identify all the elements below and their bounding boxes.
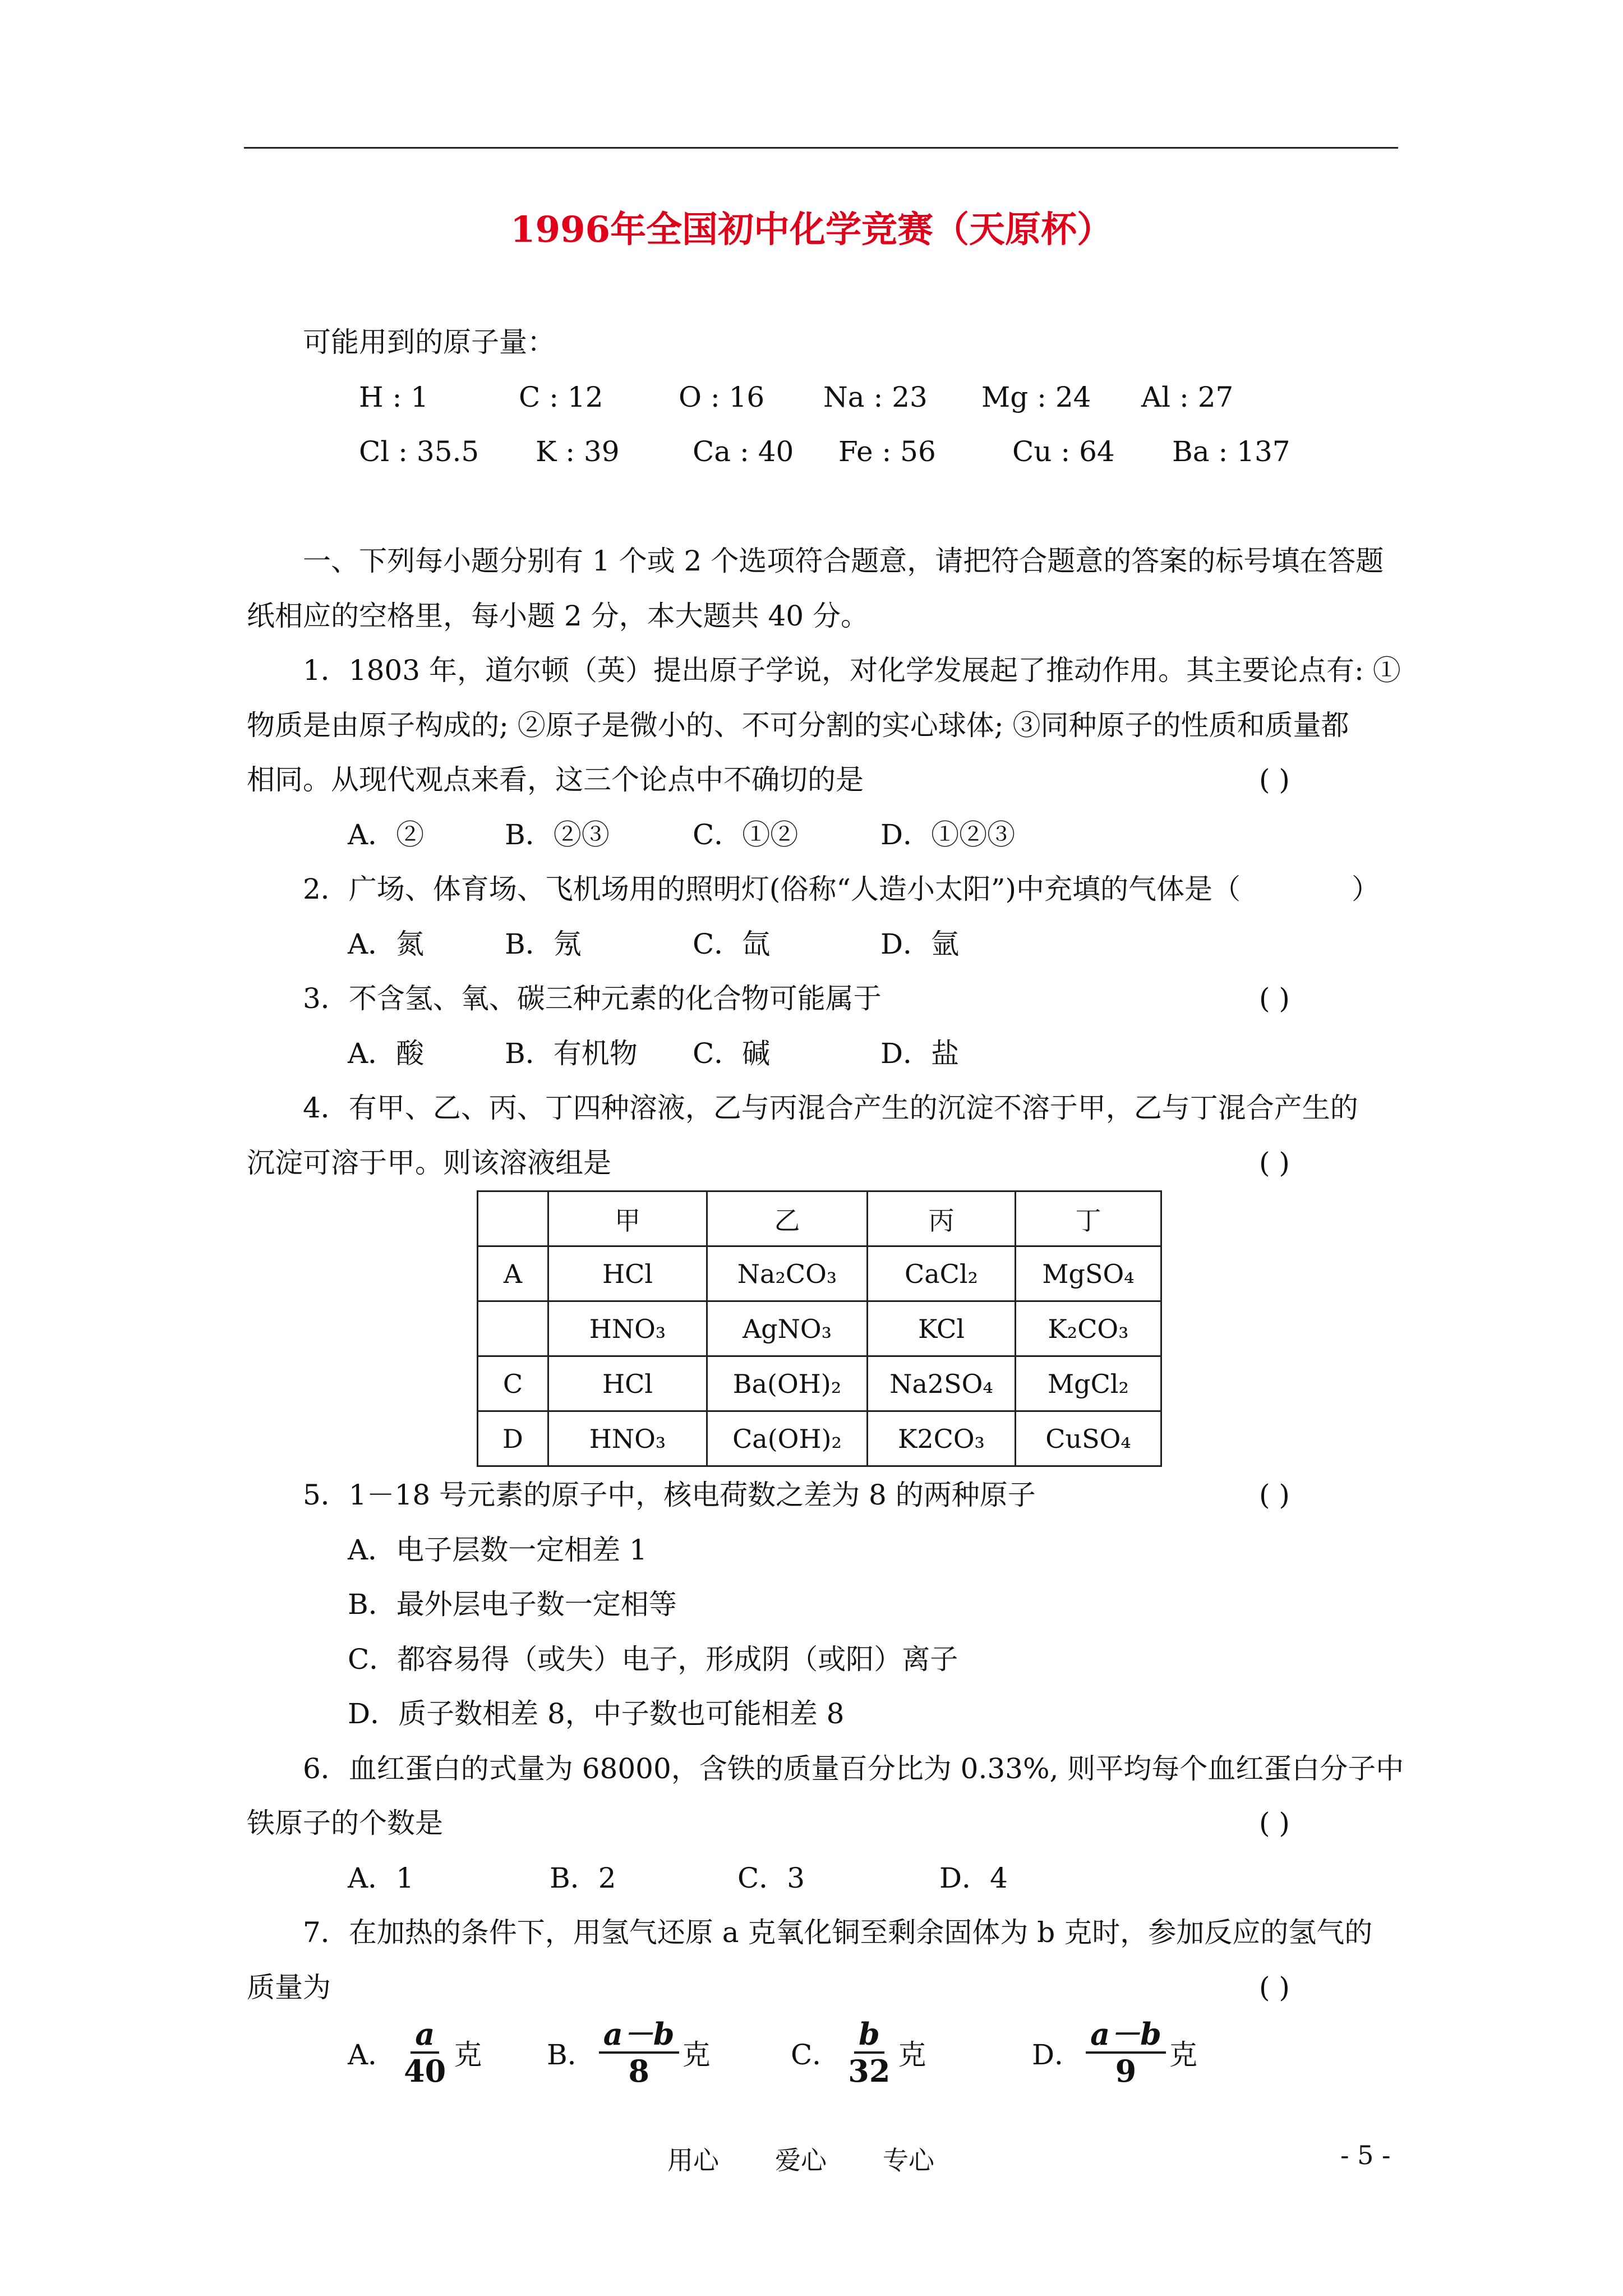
q4-solution-table [477,1190,1162,1467]
option-unit: 克 [682,2039,711,2071]
q2-option-b[interactable]: B．氖 [505,928,582,960]
q5-option-a[interactable]: A．电子层数一定相差 1 [348,1534,647,1566]
q7-option-a[interactable] [348,2017,482,2088]
q2-paren-close[interactable]: ） [1352,873,1380,905]
page-number: - 5 - [1340,2140,1391,2170]
atomic-mass-c: C : 12 [519,381,603,413]
footer-word: 专心 [883,2145,934,2175]
q7-option-b[interactable] [547,2017,711,2088]
q1-answer-paren[interactable]: ( ) [1259,763,1290,796]
fraction-denominator: 32 [848,2053,891,2089]
option-label: A． [348,2039,396,2071]
fraction-numerator: a [411,2017,439,2054]
q2-line1: 2．广场、体育场、飞机场用的照明灯(俗称“人造小太阳”)中充填的气体是（ [303,873,1241,905]
atomic-mass-na: Na : 23 [823,381,928,413]
table-header-row [478,1191,1161,1246]
option-unit: 克 [1169,2039,1197,2071]
fraction-denominator: 9 [1115,2053,1137,2089]
table-cell: D [478,1411,548,1466]
table-cell: MgCl₂ [1016,1356,1161,1411]
table-cell: CuSO₄ [1016,1411,1161,1466]
q3-option-d[interactable]: D．盐 [880,1037,960,1070]
atomic-mass-label: 可能用到的原子量： [303,326,555,358]
table-header-cell: 丁 [1016,1191,1161,1246]
atomic-mass-h: H : 1 [359,381,429,413]
atomic-mass-mg: Mg : 24 [981,381,1091,413]
table-cell: HNO₃ [548,1411,707,1466]
footer-word: 用心 [667,2145,719,2175]
fraction [399,2017,450,2088]
fraction [843,2017,895,2088]
section1-instructions-line2: 纸相应的空格里，每小题 2 分，本大题共 40 分。 [247,600,869,632]
option-label: C． [791,2039,841,2071]
table-cell: Na₂CO₃ [707,1246,868,1301]
table-cell: Na2SO₄ [868,1356,1016,1411]
q1-option-a[interactable]: A．② [348,818,425,851]
table-cell: KCl [868,1301,1016,1356]
q1-line1: 1．1803 年，道尔顿（英）提出原子学说，对化学发展起了推动作用。其主要论点有: ① [303,654,1401,687]
fraction-denominator: 40 [404,2053,446,2089]
page-title: 1996年全国初中化学竞赛（天原杯） [510,209,1113,251]
atomic-mass-ba: Ba : 137 [1172,435,1290,468]
q2-option-a[interactable]: A．氮 [348,928,425,960]
fraction-numerator: a－b [599,2017,679,2054]
q6-line1: 6．血红蛋白的式量为 68000，含铁的质量百分比为 0.33%, 则平均每个血红蛋白分子中 [303,1752,1404,1785]
q7-answer-paren[interactable]: ( ) [1259,1971,1290,2004]
q6-option-a[interactable]: A．1 [348,1862,414,1894]
table-cell: Ba(OH)₂ [707,1356,868,1411]
atomic-mass-k: K : 39 [536,435,620,468]
q3-option-a[interactable]: A．酸 [348,1037,425,1070]
q6-option-b[interactable]: B．2 [550,1862,616,1894]
q1-option-d[interactable]: D．①②③ [880,818,1016,851]
table-header-cell: 乙 [707,1191,868,1246]
table-cell: C [478,1356,548,1411]
q6-line2: 铁原子的个数是 [247,1807,443,1839]
q5-option-b[interactable]: B．最外层电子数一定相等 [348,1588,677,1621]
q3-line1: 3．不含氢、氧、碳三种元素的化合物可能属于 [303,982,882,1015]
q7-option-c[interactable] [791,2017,926,2088]
footer-motto [667,2140,990,2177]
q2-option-c[interactable]: C．氙 [693,928,771,960]
table-row [478,1356,1161,1411]
table-header-cell: 丙 [868,1191,1016,1246]
footer-word: 爱心 [775,2145,827,2175]
q7-line2: 质量为 [247,1971,331,2004]
atomic-mass-al: Al : 27 [1141,381,1234,413]
q1-line3: 相同。从现代观点来看，这三个论点中不确切的是 [247,763,864,796]
table-cell: HCl [548,1356,707,1411]
q6-answer-paren[interactable]: ( ) [1259,1807,1290,1839]
atomic-mass-cl: Cl : 35.5 [359,435,479,468]
atomic-mass-cu: Cu : 64 [1012,435,1115,468]
q6-option-d[interactable]: D．4 [939,1862,1008,1894]
q7-option-d[interactable] [1032,2017,1197,2088]
table-row [478,1301,1161,1356]
option-label: B． [547,2039,596,2071]
q3-answer-paren[interactable]: ( ) [1259,982,1290,1015]
q1-option-b[interactable]: B．②③ [505,818,610,851]
atomic-mass-o: O : 16 [679,381,765,413]
atomic-mass-fe: Fe : 56 [838,435,936,468]
header-rule [244,147,1398,149]
q2-option-d[interactable]: D．氩 [880,928,960,960]
q3-option-b[interactable]: B．有机物 [505,1037,638,1070]
fraction-numerator: a－b [1086,2017,1166,2054]
option-unit: 克 [454,2039,482,2071]
q3-option-c[interactable]: C．碱 [693,1037,771,1070]
q4-line2: 沉淀可溶于甲。则该溶液组是 [247,1147,611,1179]
q5-answer-paren[interactable]: ( ) [1259,1479,1290,1511]
table-cell: CaCl₂ [868,1246,1016,1301]
table-row [478,1246,1161,1301]
q7-line1: 7．在加热的条件下，用氢气还原 a 克氧化铜至剩余固体为 b 克时，参加反应的氢气的 [303,1916,1373,1949]
option-label: D． [1032,2039,1083,2071]
q4-answer-paren[interactable]: ( ) [1259,1147,1290,1179]
section1-instructions-line1: 一、下列每小题分别有 1 个或 2 个选项符合题意，请把符合题意的答案的标号填在答题 [303,545,1384,577]
table-cell: HCl [548,1246,707,1301]
table-cell: Ca(OH)₂ [707,1411,868,1466]
q5-line1: 5．1－18 号元素的原子中，核电荷数之差为 8 的两种原子 [303,1479,1036,1511]
q5-option-c[interactable]: C．都容易得（或失）电子，形成阴（或阳）离子 [348,1643,958,1676]
q6-option-c[interactable]: C．3 [737,1862,805,1894]
table-row [478,1411,1161,1466]
table-cell [478,1301,548,1356]
q1-line2: 物质是由原子构成的; ②原子是微小的、不可分割的实心球体; ③同种原子的性质和质量都 [247,709,1349,742]
q1-option-c[interactable]: C．①② [693,818,799,851]
table-cell: K2CO₃ [868,1411,1016,1466]
table-cell: K₂CO₃ [1016,1301,1161,1356]
fraction-denominator: 8 [628,2053,649,2089]
table-header-cell: 甲 [548,1191,707,1246]
q5-option-d[interactable]: D．质子数相差 8，中子数也可能相差 8 [348,1697,845,1730]
fraction-numerator: b [854,2017,884,2054]
atomic-mass-ca: Ca : 40 [693,435,794,468]
fraction [599,2017,679,2088]
table-cell: HNO₃ [548,1301,707,1356]
fraction [1086,2017,1166,2088]
option-unit: 克 [898,2039,926,2071]
table-header-cell [478,1191,548,1246]
table-cell: A [478,1246,548,1301]
q4-line1: 4．有甲、乙、丙、丁四种溶液，乙与丙混合产生的沉淀不溶于甲，乙与丁混合产生的 [303,1092,1358,1124]
table-cell: AgNO₃ [707,1301,868,1356]
table-cell: MgSO₄ [1016,1246,1161,1301]
